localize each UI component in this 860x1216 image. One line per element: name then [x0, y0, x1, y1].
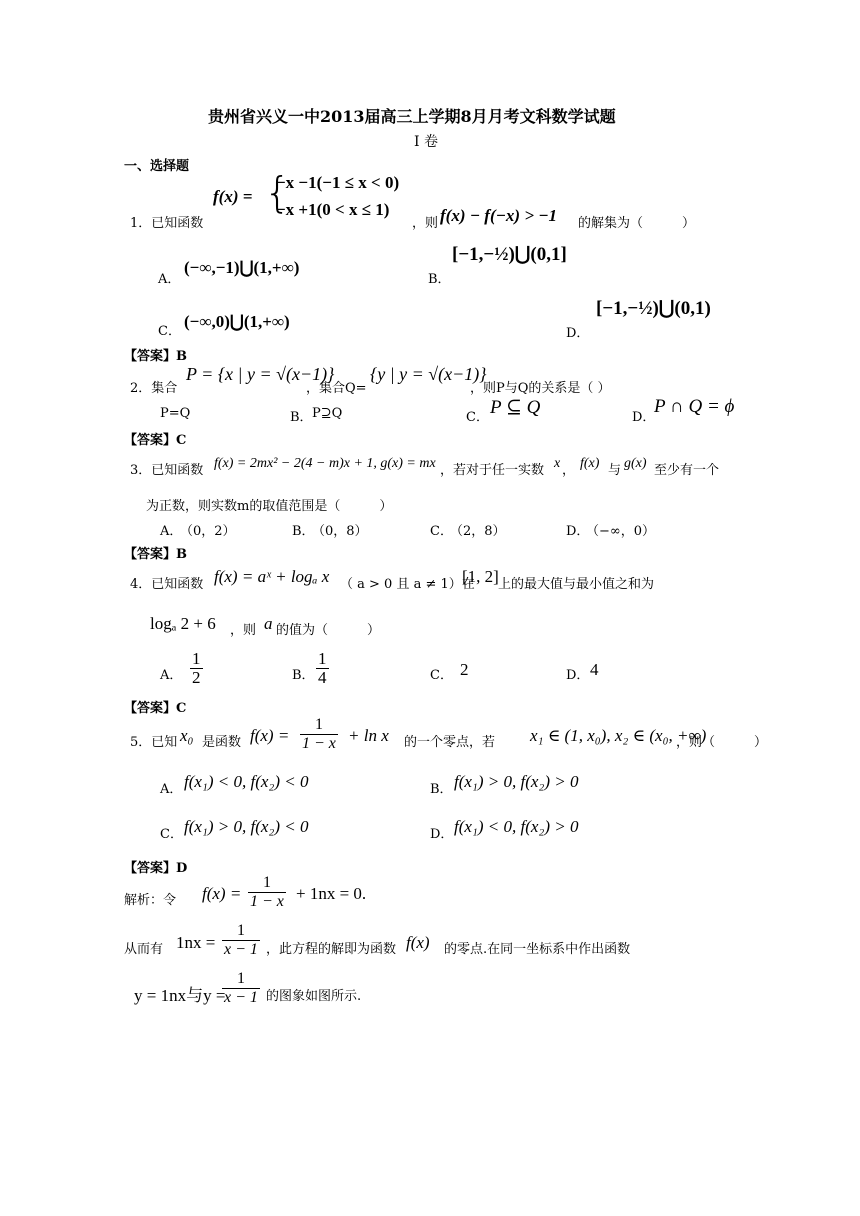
q1-option-d: [−1,−½)⋃(0,1) — [596, 298, 711, 319]
q1-option-c: (−∞,0)⋃(1,+∞) — [184, 312, 290, 331]
q3-line2: 为正数，则实数m的取值范围是（ ） — [146, 499, 393, 514]
analysis-l1-den: 1 − x — [250, 893, 284, 910]
q3-line1-comma: ， — [562, 463, 576, 478]
q5-option-d: f(x₁) < 0, f(x₂) > 0 — [454, 817, 579, 836]
q5-option-a-label: A． — [160, 782, 183, 797]
q3-option-a: （0，2） — [180, 524, 236, 539]
q4-option-d-label: D． — [566, 668, 590, 683]
analysis-l2-fraction — [222, 922, 260, 959]
q1-condition: f(x) − f(−x) > −1 — [440, 206, 558, 225]
q2-suffix: ，则P与Q的关系是（ ） — [470, 381, 611, 396]
q2-option-b: P⊇Q — [312, 406, 343, 421]
q4-line2-a: a — [264, 614, 273, 633]
q1-stem-suffix: 的解集为（ ） — [578, 216, 696, 231]
analysis-l1-fx: f(x) = — [202, 884, 242, 903]
q1-stem-mid: ，则 — [412, 216, 439, 231]
q2-set-q: {y | y = √(x−1)} — [370, 364, 487, 384]
q4-option-a — [190, 650, 203, 687]
q4-option-c-label: C． — [430, 668, 453, 683]
q2-option-d: P ∩ Q = ϕ — [654, 396, 735, 417]
q5-suffix: ，则（ ） — [676, 735, 768, 750]
q4-answer: 【答案】C — [124, 701, 187, 716]
analysis-l3-math: y = 1nx与y = — [134, 986, 226, 1005]
q1-brace: { — [264, 168, 291, 217]
q3-option-d-label: D． — [566, 524, 590, 539]
analysis-l1-prefix: 解析：令 — [124, 893, 177, 908]
q5-cond: x₁ ∈ (1, x₀), x₂ ∈ (x₀, +∞) — [530, 726, 707, 745]
q5-option-c: f(x₁) > 0, f(x₂) < 0 — [184, 817, 309, 836]
analysis-l2-end: 的零点.在同一坐标系中作出函数 — [444, 942, 631, 957]
analysis-l1-fraction — [248, 874, 286, 911]
analysis-l2-prefix: 从而有 — [124, 942, 164, 957]
q4-option-b-label: B． — [292, 668, 315, 683]
q4-option-b-den: 4 — [318, 668, 327, 687]
q1-answer: 【答案】B — [124, 349, 187, 364]
q5-option-b: f(x₁) > 0, f(x₂) > 0 — [454, 772, 579, 791]
q2-mid: ，集合Q= — [306, 381, 367, 396]
q3-line1-end: 至少有一个 — [654, 463, 720, 478]
analysis-l1-num: 1 — [248, 874, 286, 893]
q4-option-a-num: 1 — [192, 649, 201, 668]
q2-option-c: P ⊆ Q — [490, 397, 541, 418]
q3-option-c: （2，8） — [450, 524, 506, 539]
q1-piece-2: −x +1(0 < x ≤ 1) — [276, 200, 390, 219]
q3-line1-gx: g(x) — [624, 456, 647, 471]
page-subtitle: Ⅰ 卷 — [414, 134, 438, 150]
analysis-l2-den: x − 1 — [224, 941, 258, 958]
q3-line1-suffix: ，若对于任一实数 — [440, 463, 545, 478]
q4-line1-prefix: 4．已知函数 — [130, 577, 204, 592]
q3-line1-and: 与 — [608, 463, 622, 478]
q3-line1-fx: f(x) — [580, 456, 600, 471]
q4-option-a-den: 2 — [192, 668, 201, 687]
q3-line1-x: x — [554, 456, 561, 471]
q2-option-a: P=Q — [160, 406, 191, 421]
q3-option-b-label: B． — [292, 524, 315, 539]
analysis-l3-num: 1 — [222, 970, 260, 989]
q2-answer: 【答案】C — [124, 433, 187, 448]
q4-line1-end: 上的最大值与最小值之和为 — [498, 577, 655, 592]
q4-option-a-label: A． — [160, 668, 183, 683]
section-heading: 一、选择题 — [124, 159, 190, 174]
q3-option-d: （−∞，0） — [586, 524, 655, 539]
analysis-l2-fx: f(x) — [406, 933, 430, 952]
q1-piece-1: −x −1(−1 ≤ x < 0) — [276, 173, 400, 192]
q2-set-p: P = {x | y = √(x−1)} — [186, 364, 335, 384]
analysis-l1-end: + 1nx = 0. — [296, 884, 367, 903]
q5-option-b-label: B． — [430, 782, 453, 797]
q4-option-d: 4 — [590, 660, 599, 679]
q3-option-c-label: C． — [430, 524, 453, 539]
q5-fraction — [300, 716, 338, 753]
q2-option-c-label: C． — [466, 410, 489, 425]
q4-option-c: 2 — [460, 660, 469, 679]
analysis-l3-fraction — [222, 970, 260, 1007]
q4-option-b — [316, 650, 329, 687]
q2-option-b-label: B． — [290, 410, 313, 425]
q4-line1-math: f(x) = aˣ + logₐ x — [214, 567, 330, 586]
q5-fraction-den: 1 − x — [302, 735, 336, 752]
q5-answer: 【答案】D — [124, 861, 188, 876]
q4-line1-interval: [1, 2] — [462, 567, 499, 586]
q1-option-a: (−∞,−1)⋃(1,+∞) — [184, 258, 300, 277]
q1-fx: f(x) = — [213, 187, 253, 206]
q3-line1-prefix: 3．已知函数 — [130, 463, 204, 478]
q1-option-b-label: B． — [428, 272, 451, 287]
q1-option-c-label: C． — [158, 324, 181, 339]
analysis-l2-math: 1nx = — [176, 933, 216, 952]
analysis-l3-den: x − 1 — [224, 989, 258, 1006]
q1-stem-prefix: 1．已知函数 — [130, 216, 204, 231]
q1-option-a-label: A． — [158, 272, 181, 287]
q5-mid: 的一个零点，若 — [404, 735, 496, 750]
q4-option-b-num: 1 — [318, 649, 327, 668]
q4-line2-end: 的值为（ ） — [276, 623, 381, 638]
q5-option-c-label: C． — [160, 827, 183, 842]
q3-option-b: （0，8） — [312, 524, 368, 539]
q3-line1-math: f(x) = 2mx² − 2(4 − m)x + 1, g(x) = mx — [214, 456, 436, 471]
analysis-l2-mid: ，此方程的解即为函数 — [266, 942, 397, 957]
q5-prefix: 5．已知 — [130, 735, 178, 750]
q3-answer: 【答案】B — [124, 547, 187, 562]
q5-fraction-num: 1 — [300, 716, 338, 735]
analysis-l3-end: 的图象如图所示. — [266, 989, 362, 1004]
q1-option-b: [−1,−½)⋃(0,1] — [452, 244, 567, 265]
q4-line2-text: ，则 — [230, 623, 257, 638]
q5-is-zero: 是函数 — [202, 735, 242, 750]
q4-line1-cond: （ a > 0 且 a ≠ 1）在 — [340, 577, 475, 592]
q5-x0: x₀ — [180, 726, 194, 745]
q5-fx: f(x) = — [250, 726, 290, 745]
q5-plus-ln: + ln x — [348, 726, 389, 745]
q5-option-a: f(x₁) < 0, f(x₂) < 0 — [184, 772, 309, 791]
q2-option-d-label: D． — [632, 410, 656, 425]
page-title: 贵州省兴义一中2013届高三上学期8月月考文科数学试题 — [208, 107, 616, 126]
q3-option-a-label: A． — [160, 524, 183, 539]
q1-option-d-label: D． — [566, 326, 590, 341]
analysis-l2-num: 1 — [222, 922, 260, 941]
q2-stem: 2．集合 — [130, 381, 178, 396]
q5-option-d-label: D． — [430, 827, 454, 842]
q4-line2-math: logₐ 2 + 6 — [150, 614, 216, 633]
